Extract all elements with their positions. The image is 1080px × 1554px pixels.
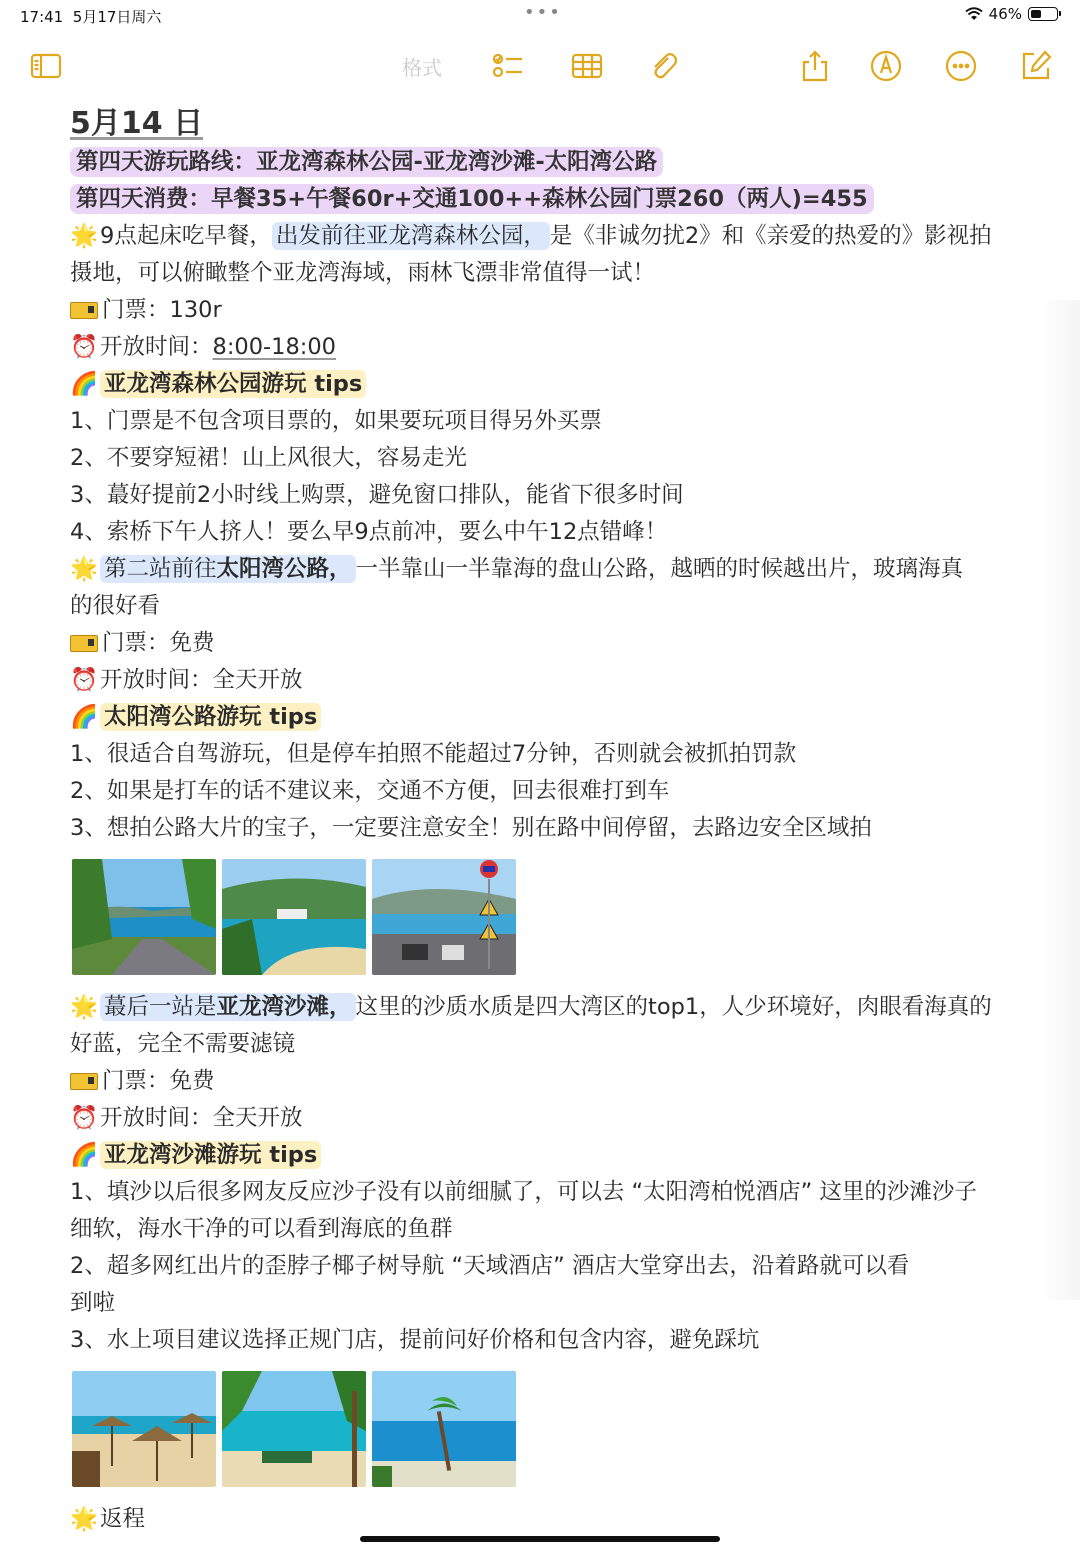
alarm-clock-icon: ⏰ <box>70 667 99 693</box>
tip-item: 1、很适合自驾游玩，但是停车拍照不能超过7分钟，否则就会被抓拍罚款 <box>70 741 797 767</box>
photo-road-signs[interactable] <box>372 859 516 975</box>
rainbow-icon: 🌈 <box>70 1142 99 1168</box>
alarm-clock-icon: ⏰ <box>70 334 99 360</box>
battery-icon <box>1028 7 1058 21</box>
tip-item: 2、如果是打车的话不建议来，交通不方便，回去很难打到车 <box>70 778 670 804</box>
note-title: 5月14 日 <box>70 106 204 141</box>
status-bar <box>0 0 1080 32</box>
ticket-icon <box>70 302 98 319</box>
sparkle-icon: 🌟 <box>70 1506 99 1532</box>
markup-pen-icon[interactable] <box>866 46 906 86</box>
stop3-hours: ⏰开放时间：全天开放 <box>70 1100 1010 1137</box>
photo-coastal-road[interactable] <box>72 859 216 975</box>
stop2-tips-title: 🌈 太阳湾公路游玩 tips <box>70 699 1010 736</box>
stop1-hours: ⏰开放时间：8:00-18:00 <box>70 329 1010 366</box>
cost-line: 第四天消费：早餐35+午餐60r+交通100++森林公园门票260（两人)=455 <box>70 181 1010 218</box>
stop3-description: 🌟 蕞后一站是亚龙湾沙滩， 这里的沙质水质是四大湾区的top1，人少环境好，肉眼看海真的好蓝，完全不需要滤镜 <box>70 989 1005 1063</box>
tip-item: 3、水上项目建议选择正规门店，提前问好价格和包含内容，避免踩坑 <box>70 1327 760 1353</box>
format-button[interactable]: 格式 <box>402 56 442 80</box>
stop2-hours: ⏰开放时间：全天开放 <box>70 662 1010 699</box>
stop3-tips-title: 🌈 亚龙湾沙滩游玩 tips <box>70 1137 1010 1174</box>
tip-item: 2、超多网红出片的歪脖子椰子树导航 “天域酒店” 酒店大堂穿出去，沿着路就可以看到啦 <box>70 1253 910 1316</box>
ticket-icon <box>70 1073 98 1090</box>
tip-item: 4、索桥下午人挤人！要么早9点前冲，要么中午12点错峰！ <box>70 519 668 545</box>
status-right <box>965 5 1058 23</box>
stop2-description: 🌟 第二站前往太阳湾公路， 一半靠山一半靠海的盘山公路，越晒的时候越出片，玻璃海真的很好看 <box>70 551 975 625</box>
tip-item: 1、填沙以后很多网友反应沙子没有以前细腻了，可以去 “太阳湾柏悦酒店” 这里的沙滩沙子细软，海水干净的可以看到海底的鱼群 <box>70 1179 977 1242</box>
tip-item: 3、想拍公路大片的宝子，一定要注意安全！别在路中间停留，去路边安全区域拍 <box>70 815 872 841</box>
sparkle-icon: 🌟 <box>70 223 99 249</box>
photo-bay-view[interactable] <box>222 859 366 975</box>
notes-toolbar <box>0 40 1080 92</box>
photo-coconut-tree[interactable] <box>372 1371 516 1487</box>
share-icon[interactable] <box>795 46 835 86</box>
photo-palm-beach[interactable] <box>222 1371 366 1487</box>
home-indicator[interactable] <box>360 1536 720 1542</box>
sparkle-icon: 🌟 <box>70 556 99 582</box>
rainbow-icon: 🌈 <box>70 704 99 730</box>
checklist-icon[interactable] <box>488 46 528 86</box>
wifi-icon <box>965 7 983 21</box>
route-line: 第四天游玩路线：亚龙湾森林公园-亚龙湾沙滩-太阳湾公路 <box>70 144 1010 181</box>
tip-item: 3、蕞好提前2小时线上购票，避免窗口排队，能省下很多时间 <box>70 482 684 508</box>
stop1-ticket: 门票：130r <box>70 292 1010 329</box>
multitask-dots[interactable]: ••• <box>524 2 562 23</box>
stop3-ticket: 门票：免费 <box>70 1063 1010 1100</box>
sidebar-toggle-icon[interactable] <box>26 46 66 86</box>
ticket-icon <box>70 635 98 652</box>
rainbow-icon: 🌈 <box>70 371 99 397</box>
photo-beach-umbrellas[interactable] <box>72 1371 216 1487</box>
stop1-description: 🌟9点起床吃早餐， 出发前往亚龙湾森林公园， 是《非诚勿扰2》和《亲爱的热爱的》影视拍摄地，可以俯瞰整个亚龙湾海域，雨林飞漂非常值得一试！ <box>70 218 1005 292</box>
note-body[interactable] <box>70 98 1010 1538</box>
photo-row-2 <box>72 1371 1010 1487</box>
tip-item: 1、门票是不包含项目票的，如果要玩项目得另外买票 <box>70 408 602 434</box>
return-line: 🌟返程 <box>70 1501 1010 1538</box>
status-time: 17:41 5月17日周六 <box>20 8 162 26</box>
attachment-icon[interactable] <box>643 46 683 86</box>
compose-icon[interactable] <box>1016 46 1056 86</box>
alarm-clock-icon: ⏰ <box>70 1105 99 1131</box>
more-icon[interactable] <box>941 46 981 86</box>
table-icon[interactable] <box>567 46 607 86</box>
edge-shade <box>1040 300 1080 1300</box>
stop2-ticket: 门票：免费 <box>70 625 1010 662</box>
battery-percent: 46% <box>988 5 1022 23</box>
tip-item: 2、不要穿短裙！山上风很大，容易走光 <box>70 445 467 471</box>
photo-row-1 <box>72 859 1010 975</box>
stop1-tips-title: 🌈 亚龙湾森林公园游玩 tips <box>70 366 1010 403</box>
sparkle-icon: 🌟 <box>70 994 99 1020</box>
